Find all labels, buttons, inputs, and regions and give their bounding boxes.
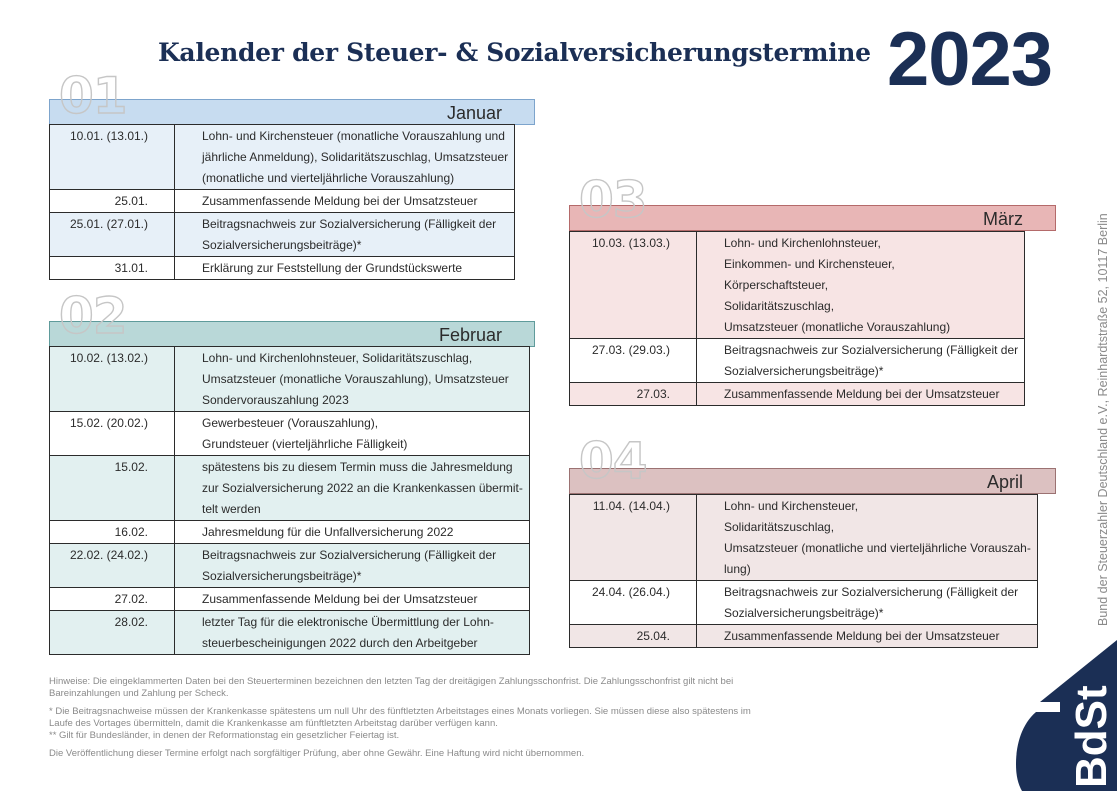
table-row (570, 339, 1025, 383)
table-row (570, 232, 1025, 339)
month-header: Januar (49, 99, 535, 125)
deadline-date: 27.02. (50, 588, 175, 611)
month-header: April (569, 468, 1056, 494)
table-row (50, 347, 530, 412)
page-title: Kalender der Steuer- & Sozialversicherungstermine (158, 38, 871, 67)
deadline-description: Beitragsnachweis zur Sozialversicherung (Fälligkeit der Sozialversicherungsbeiträge)* (697, 339, 1025, 383)
deadline-date: 25.04. (570, 625, 697, 648)
table-row (50, 544, 530, 588)
deadline-description: Erklärung zur Feststellung der Grundstückswerte (175, 257, 515, 280)
note-haftung: Die Veröffentlichung dieser Termine erfolgt nach sorgfältiger Prüfung, aber ohne Gewähr. Eine Haftung wird nicht übernommen. (49, 748, 585, 759)
deadline-table (569, 231, 1025, 406)
deadline-description: Beitragsnachweis zur Sozialversicherung (Fälligkeit der Sozialversicherungsbeiträge)* (175, 213, 515, 257)
table-row (570, 625, 1038, 648)
month-number: 03 (579, 171, 647, 229)
bdst-logo (1016, 640, 1117, 791)
deadline-description: Beitragsnachweis zur Sozialversicherung (Fälligkeit der Sozialversicherungsbeiträge)* (697, 581, 1038, 625)
deadline-description: Zusammenfassende Meldung bei der Umsatzsteuer (697, 383, 1025, 406)
deadline-date: 11.04. (14.04.) (570, 495, 697, 581)
publisher-address: Bund der Steuerzahler Deutschland e.V., Reinhardtstraße 52, 10117 Berlin (1096, 213, 1110, 626)
table-row (50, 125, 515, 190)
deadline-description: Zusammenfassende Meldung bei der Umsatzsteuer (697, 625, 1038, 648)
deadline-date: 25.01. (50, 190, 175, 213)
note-hinweise: Hinweise: Die eingeklammerten Daten bei den Steuerterminen bezeichnen den letzten Tag der dreitägigen Zahlungsschonfrist. Die Zahlungsschonfrist gilt nicht bei Bareinzahlungen und Zahlung per Scheck. (49, 676, 734, 699)
table-row (50, 257, 515, 280)
table-row (570, 383, 1025, 406)
month-number: 01 (59, 67, 127, 125)
table-row (50, 611, 530, 655)
deadline-date: 24.04. (26.04.) (570, 581, 697, 625)
deadline-date: 31.01. (50, 257, 175, 280)
table-row (50, 521, 530, 544)
table-row (50, 412, 530, 456)
deadline-description: Lohn- und Kirchenlohnsteuer, Solidaritätszuschlag, Umsatzsteuer (monatliche Vorauszahlung), Umsatzsteuer Sondervorauszahlung 2023 (175, 347, 530, 412)
deadline-description: Zusammenfassende Meldung bei der Umsatzsteuer (175, 588, 530, 611)
table-row (50, 190, 515, 213)
deadline-date: 27.03. (570, 383, 697, 406)
deadline-description: Lohn- und Kirchensteuer, Solidaritätszuschlag, Umsatzsteuer (monatliche und vierteljährliche Vorauszah- lung) (697, 495, 1038, 581)
note-beitragsnachweise: * Die Beitragsnachweise müssen der Krankenkasse spätestens um null Uhr des fünftletzten Arbeitstages eines Monats vorliegen. Sie müssen diese also spätestens im Laufe des Vortages übermitteln, damit die Krankenkasse am fünftletzten Arbeitstag darüber verfügen kann. ** Gilt für Bundesländer, in denen der Reformationstag ein gesetzlicher Feiertag ist. (49, 706, 751, 741)
deadline-description: Jahresmeldung für die Unfallversicherung 2022 (175, 521, 530, 544)
deadline-table (569, 494, 1038, 648)
deadline-description: Gewerbesteuer (Vorauszahlung), Grundsteuer (vierteljährliche Fälligkeit) (175, 412, 530, 456)
month-number: 04 (579, 432, 647, 490)
deadline-date: 25.01. (27.01.) (50, 213, 175, 257)
year-heading: 2023 (887, 17, 1053, 102)
deadline-table (49, 124, 515, 280)
footnotes (49, 676, 929, 766)
deadline-date: 15.02. (20.02.) (50, 412, 175, 456)
month-number: 02 (59, 287, 127, 345)
logo-text: BdSt (1067, 685, 1116, 788)
table-row (570, 581, 1038, 625)
table-row (50, 456, 530, 521)
table-row (570, 495, 1038, 581)
deadline-date: 22.02. (24.02.) (50, 544, 175, 588)
month-header: Februar (49, 321, 535, 347)
deadline-description: Beitragsnachweis zur Sozialversicherung (Fälligkeit der Sozialversicherungsbeiträge)* (175, 544, 530, 588)
deadline-description: Zusammenfassende Meldung bei der Umsatzsteuer (175, 190, 515, 213)
deadline-date: 16.02. (50, 521, 175, 544)
deadline-description: letzter Tag für die elektronische Übermittlung der Lohn- steuerbescheinigungen 2022 durch den Arbeitgeber (175, 611, 530, 655)
deadline-date: 10.01. (13.01.) (50, 125, 175, 190)
deadline-date: 15.02. (50, 456, 175, 521)
deadline-description: Lohn- und Kirchenlohnsteuer, Einkommen- und Kirchensteuer, Körperschaftsteuer, Solidaritätszuschlag, Umsatzsteuer (monatliche Vorauszahlung) (697, 232, 1025, 339)
table-row (50, 588, 530, 611)
deadline-table (49, 346, 530, 655)
month-header: März (569, 205, 1056, 231)
deadline-date: 27.03. (29.03.) (570, 339, 697, 383)
deadline-date: 10.03. (13.03.) (570, 232, 697, 339)
table-row (50, 213, 515, 257)
deadline-date: 28.02. (50, 611, 175, 655)
deadline-description: Lohn- und Kirchensteuer (monatliche Vorauszahlung und jährliche Anmeldung), Solidaritätszuschlag, Umsatzsteuer (monatliche und vierteljährliche Vorauszahlung) (175, 125, 515, 190)
deadline-date: 10.02. (13.02.) (50, 347, 175, 412)
deadline-description: spätestens bis zu diesem Termin muss die Jahresmeldung zur Sozialversicherung 2022 an die Krankenkassen übermit- telt werden (175, 456, 530, 521)
